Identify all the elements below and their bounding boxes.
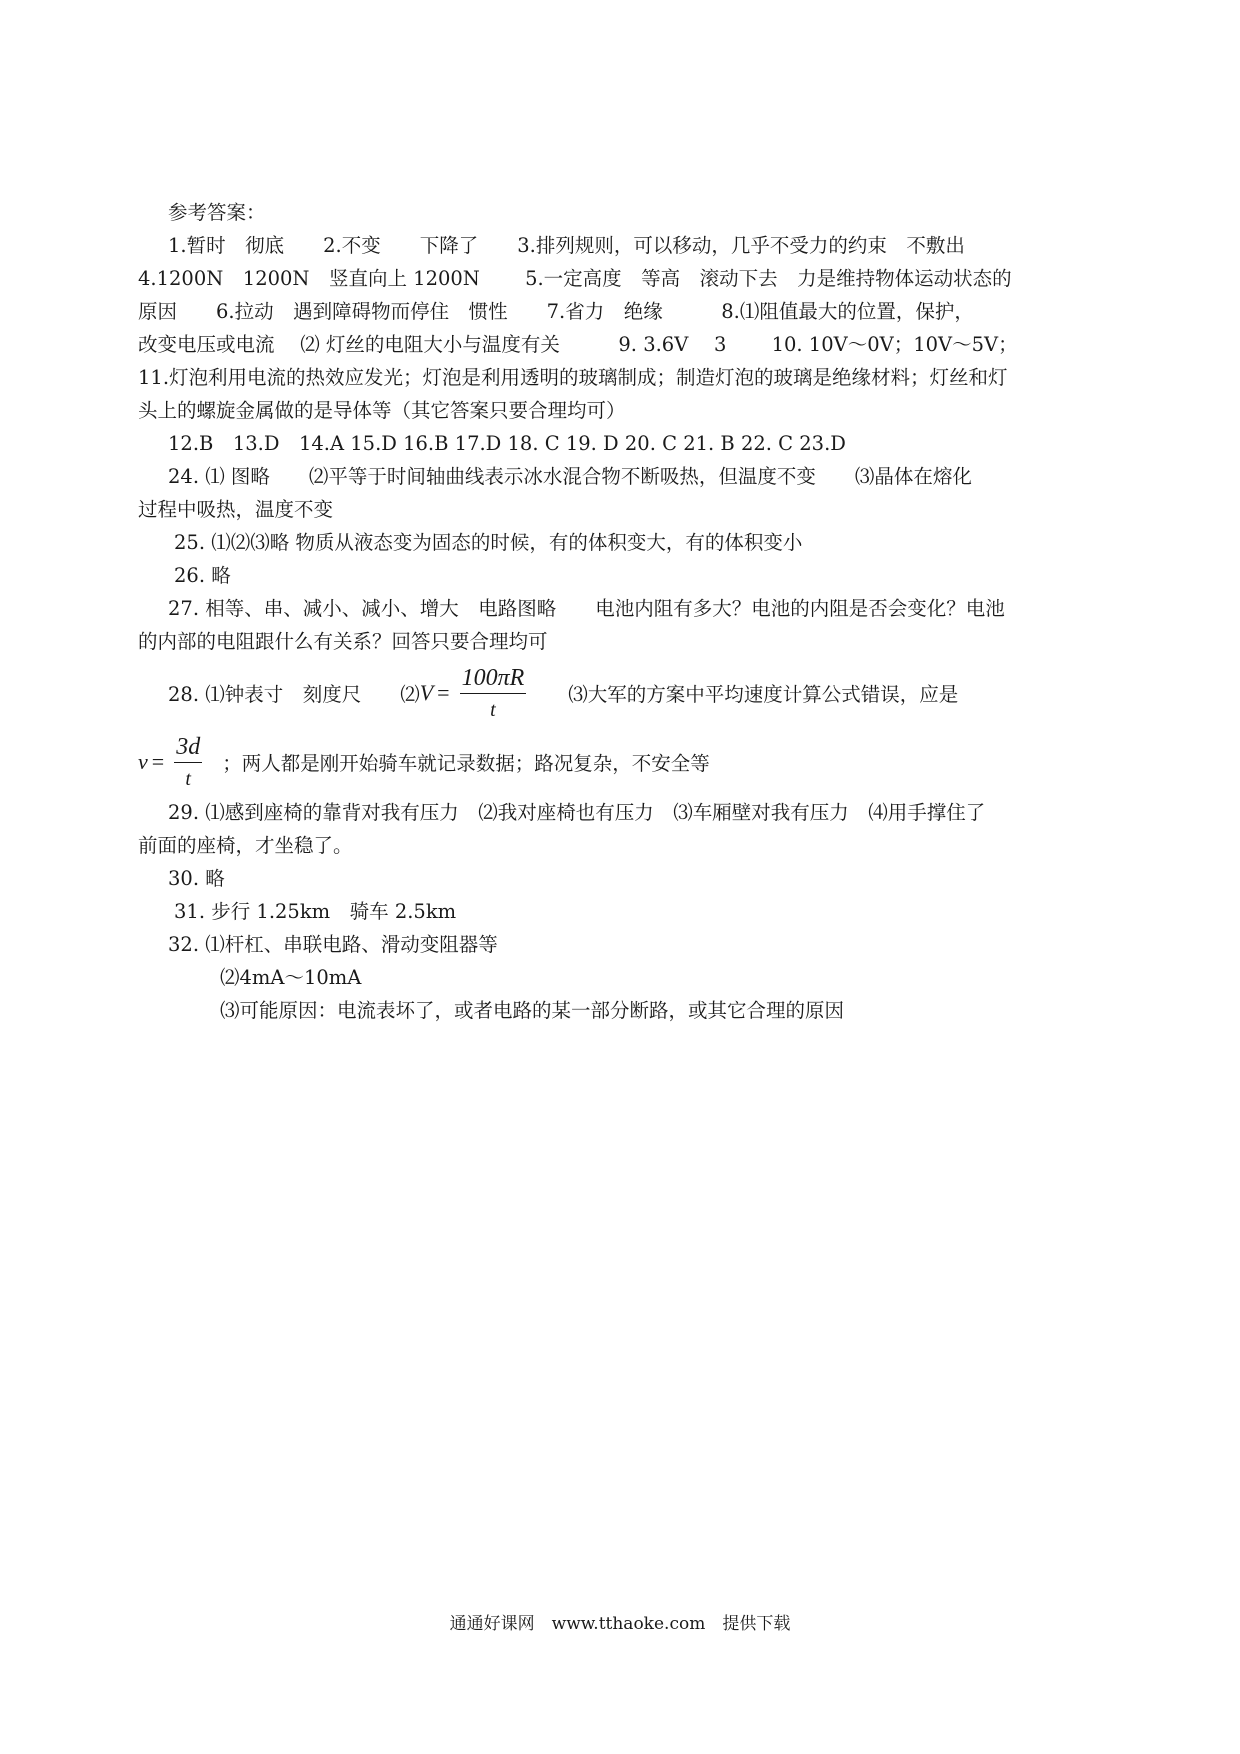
answer-line-17: 前面的座椅，才坐稳了。	[138, 834, 353, 857]
answer-line-7: 12.B 13.D 14.A 15.D 16.B 17.D 18. C 19. D 20. C 21. B 22. C 23.D	[168, 432, 846, 455]
answer-line-11: 26. 略	[174, 564, 231, 587]
answer-line-5: 11.灯泡利用电流的热效应发光；灯泡是利用透明的玻璃制成；制造灯泡的玻璃是绝缘材料；灯丝和灯	[138, 366, 1008, 389]
formula-fraction-1	[460, 665, 527, 722]
formula-denominator-1: t	[490, 698, 496, 721]
answer-line-10: 25. ⑴⑵⑶略 物质从液态变为固态的时候，有的体积变大，有的体积变小	[174, 531, 803, 554]
answer-line-18: 30. 略	[168, 867, 225, 890]
formula-numerator-1: 100πR	[460, 665, 527, 694]
answer-line-21: ⑵4mA～10mA	[220, 966, 362, 989]
answer-line-19: 31. 步行 1.25km 骑车 2.5km	[174, 900, 457, 923]
answer-line-15-text: ；两人都是刚开始骑车就记录数据；路况复杂，不安全等	[222, 752, 710, 775]
answer-line-4: 改变电压或电流 ⑵ 灯丝的电阻大小与温度有关 9. 3.6V 3 10. 10V～0V；10V～5V；	[138, 333, 1018, 356]
answer-line-14-text-b: ⑶大军的方案中平均速度计算公式错误，应是	[568, 683, 959, 706]
answer-line-8: 24. ⑴ 图略 ⑵平等于时间轴曲线表示冰水混合物不断吸热，但温度不变 ⑶晶体在熔化	[168, 465, 972, 488]
answer-line-14	[138, 658, 1105, 728]
answer-line-6: 头上的螺旋金属做的是导体等（其它答案只要合理均可）	[138, 399, 626, 422]
formula-equals: =	[437, 680, 450, 705]
answer-line-13: 的内部的电阻跟什么有关系？回答只要合理均可	[138, 630, 548, 653]
answer-line-3: 原因 6.拉动 遇到障碍物而停住 惯性 7.省力 绝缘 8.⑴阻值最大的位置，保护，	[138, 300, 974, 323]
formula-fraction-2	[174, 734, 202, 791]
formula-v-capital: V	[419, 680, 434, 705]
formula-v-lower: v	[138, 749, 148, 774]
answer-line-22: ⑶可能原因：电流表坏了，或者电路的某一部分断路，或其它合理的原因	[220, 999, 845, 1022]
answer-key	[138, 196, 1105, 1027]
answer-line-14-text-a: 28. ⑴钟表寸 刻度尺 ⑵	[168, 683, 420, 706]
formula-denominator-2: t	[185, 767, 191, 790]
answer-line-2: 4.1200N 1200N 竖直向上 1200N 5.一定高度 等高 滚动下去 力是维持物体运动状态的	[138, 267, 1012, 290]
answer-heading: 参考答案：	[168, 201, 266, 224]
answer-line-20: 32. ⑴杆杠、串联电路、滑动变阻器等	[168, 933, 498, 956]
answer-line-15	[138, 728, 1105, 796]
answer-line-1: 1.暂时 彻底 2.不变 下降了 3.排列规则，可以移动，几乎不受力的约束 不敷出	[168, 234, 965, 257]
formula-numerator-2: 3d	[174, 734, 202, 763]
answer-line-16: 29. ⑴感到座椅的靠背对我有压力 ⑵我对座椅也有压力 ⑶车厢壁对我有压力 ⑷用手撑住了	[168, 801, 986, 824]
page-footer: 通通好课网 www.tthaoke.com 提供下载	[449, 1614, 791, 1634]
answer-line-12: 27. 相等、串、减小、减小、增大 电路图略 电池内阻有多大？电池的内阻是否会变化？电池	[168, 597, 1005, 620]
formula-equals-2: =	[151, 749, 165, 774]
answer-line-9: 过程中吸热，温度不变	[138, 498, 334, 521]
